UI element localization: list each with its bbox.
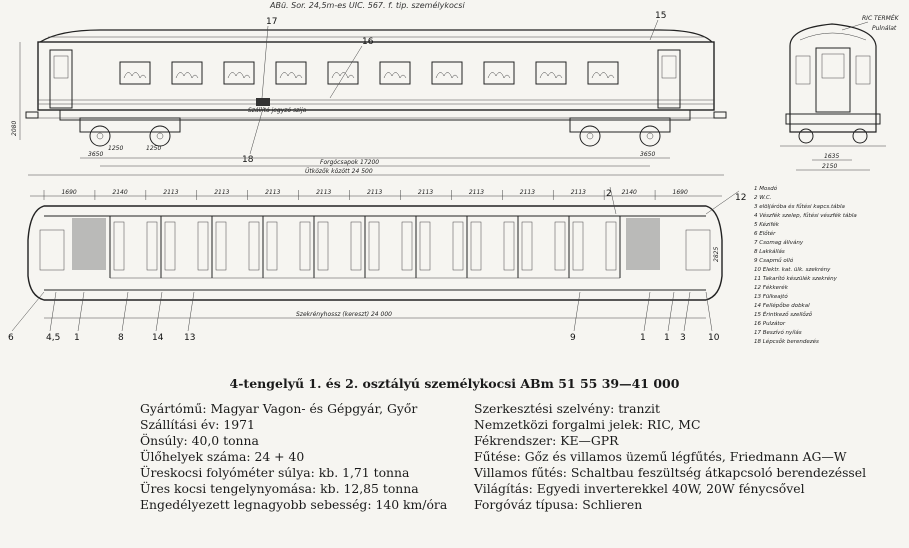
dim-end-width: 1635 [824, 153, 840, 160]
dim-right-overhang: 3650 [640, 151, 656, 158]
spec-label: Villamos fűtés: [474, 465, 571, 480]
spec-label: Ülőhelyek száma: [140, 449, 255, 464]
dim-plan-segment: 2113 [316, 189, 332, 196]
dim-plan-segment: 2113 [468, 189, 485, 196]
legend-item: 11 Takarító készülék szekrény [754, 276, 837, 282]
spec-value: kb. 1,71 tonna [318, 465, 410, 480]
dim-bogie-a: 1250 [108, 145, 124, 152]
spec-value: RIC, MC [647, 417, 701, 432]
bogie-right [570, 118, 670, 146]
plan-callout: 1 [664, 333, 670, 343]
spec-row [140, 417, 470, 433]
plan-callout: 4,5 [46, 333, 61, 343]
legend-item: 16 Pulzátor [754, 321, 786, 327]
dim-end-width-2: 2150 [822, 163, 838, 170]
side-window [224, 62, 254, 84]
legend-item: 3 elöljáróba és fűtési kapcs.tábla [754, 204, 845, 210]
callout-17: 17 [266, 17, 278, 27]
spec-label: Üreskocsi folyóméter súlya: [140, 465, 319, 480]
plan-callout: 13 [184, 333, 196, 343]
spec-value: KE—GPR [560, 433, 619, 448]
plan-callout: 14 [152, 333, 164, 343]
spec-row [474, 497, 904, 513]
spec-row [140, 465, 470, 481]
spec-value: 40,0 tonna [191, 433, 259, 448]
plan-callout: 8 [118, 333, 124, 343]
dim-plan-segment: 2113 [417, 189, 434, 196]
plan-callout: 9 [570, 333, 576, 343]
spec-row [474, 465, 904, 481]
document-title: 4-tengelyű 1. és 2. osztályú személykocsi ABm 51 55 39—41 000 [229, 376, 680, 391]
drawing-legend [754, 185, 857, 345]
spec-label: Üres kocsi tengelynyomása: [140, 481, 321, 496]
label-pulnalat: Pulnálat [872, 25, 897, 32]
spec-label: Szállítási év: [140, 417, 224, 432]
callout-18: 18 [242, 155, 254, 165]
dim-plan-segment: 2113 [519, 189, 536, 196]
legend-item: 2 W.C. [754, 195, 772, 201]
legend-item: 9 Csapmű olló [754, 258, 794, 264]
dim-bogie-b: 1250 [146, 145, 162, 152]
spec-row [140, 401, 470, 417]
legend-item: 12 Fékkerék [754, 285, 788, 291]
spec-label: Önsúly: [140, 433, 192, 448]
spec-row [140, 497, 470, 513]
side-window [588, 62, 618, 84]
legend-item: 17 Beszívó nyílás [754, 330, 802, 336]
dim-length-over-buffers: Ütközők között 24 500 [305, 168, 373, 175]
spec-label: Engedélyezett legnagyobb sebesség: [140, 497, 376, 512]
dim-bogie-pitch: Forgócsapok 17200 [320, 159, 380, 166]
spec-row [140, 481, 470, 497]
plan-callout: 1 [640, 333, 646, 343]
side-window [120, 62, 150, 84]
spec-value: Magyar Vagon- és Gépgyár, Győr [210, 401, 418, 416]
dim-plan-total: Szekrényhossz (kereszt) 24 000 [296, 311, 392, 318]
spec-value: Gőz és villamos üzemű légfűtés, Friedmann AG—W [524, 449, 847, 464]
spec-row [140, 449, 470, 465]
side-windows [120, 62, 618, 84]
spec-value: Schaltbau feszültség átkapcsoló berendezéssel [570, 465, 867, 480]
spec-value: tranzit [618, 401, 660, 416]
dim-plan-segment: 2113 [265, 189, 281, 196]
bogie-left [80, 118, 180, 146]
side-window [536, 62, 566, 84]
side-window [172, 62, 202, 84]
spec-row [474, 433, 904, 449]
dim-plan-width: 2825 [713, 246, 720, 262]
legend-item: 10 Elektr. kat. ülk. szekrény [754, 267, 831, 273]
dim-plan-segment: 2113 [570, 189, 586, 196]
spec-row [474, 449, 904, 465]
legend-item: 8 Lakkállás [754, 249, 785, 255]
plan-callout: 6 [8, 333, 14, 343]
label-ric: RIC TERMÉK [862, 15, 899, 22]
spec-row [474, 417, 904, 433]
plan-callout: 3 [680, 333, 686, 343]
spec-label: Szerkesztési szelvény: [474, 401, 619, 416]
legend-item: 4 Vészfék szelep, fűtési vészfék tábla [754, 213, 857, 219]
spec-label: Fékrendszer: [474, 433, 561, 448]
spec-value: 24 + 40 [254, 449, 305, 464]
specs-right [474, 401, 904, 513]
spec-value: 140 km/óra [375, 497, 448, 512]
legend-item: 7 Csomag állvány [754, 240, 804, 246]
callout-15: 15 [655, 11, 667, 21]
spec-label: Fűtése: [474, 449, 525, 464]
side-elevation [11, 11, 726, 175]
legend-item: 15 Érintkező szellőző [754, 312, 813, 318]
dim-plan-segment: 1690 [61, 189, 77, 196]
dim-left-overhang: 3650 [88, 151, 104, 158]
callout-16: 16 [362, 37, 374, 47]
drawing-header-note: ABü. Sor. 24,5m-es UIC. 567. f. tip. személykocsi [270, 1, 465, 10]
spec-row [474, 481, 904, 497]
legend-item: 13 Fülkeajtó [754, 294, 788, 300]
spec-value: 1971 [223, 417, 255, 432]
dim-plan-segment: 1690 [672, 189, 688, 196]
spec-label: Nemzetközi forgalmi jelek: [474, 417, 648, 432]
dim-plan-segment: 2113 [214, 189, 230, 196]
spec-row [140, 433, 470, 449]
side-window [328, 62, 358, 84]
plan-callout: 12 [735, 193, 747, 203]
dim-plan-segment: 2140 [112, 189, 128, 196]
plan-dimension-row [44, 189, 688, 200]
side-window [484, 62, 514, 84]
side-window [276, 62, 306, 84]
end-view [780, 14, 900, 170]
spec-value: kb. 12,85 tonna [320, 481, 419, 496]
specs-left [140, 401, 470, 513]
legend-item: 6 Előtér [754, 231, 776, 237]
legend-item: 18 Lépcsők berendezés [754, 339, 819, 345]
spec-value: Egyedi inverterekkel 40W, 20W fénycsővel [536, 481, 805, 496]
dim-plan-segment: 2113 [367, 189, 383, 196]
plan-callout: 2 [606, 189, 612, 199]
dim-height: 2080 [11, 120, 18, 136]
side-window [432, 62, 462, 84]
legend-item: 14 Fellépőbe dobkal [754, 303, 810, 309]
spec-label: Gyártómű: [140, 401, 211, 416]
legend-item: 1 Mosdó [754, 186, 778, 192]
legend-item: 5 Kézifék [754, 222, 779, 228]
svg-text:Szállító jegyzó szija: Szállító jegyzó szija [248, 107, 307, 114]
dim-plan-segment: 2113 [163, 189, 179, 196]
plan-view [8, 187, 746, 343]
plan-compartments [110, 216, 620, 278]
spec-value: Schlieren [582, 497, 643, 512]
spec-label: Forgóváz típusa: [474, 497, 583, 512]
dim-plan-segment: 2140 [621, 189, 637, 196]
spec-row [474, 401, 904, 417]
side-window [380, 62, 410, 84]
plan-callout: 10 [708, 333, 720, 343]
spec-label: Világítás: [474, 481, 537, 496]
plan-callout: 1 [74, 333, 80, 343]
